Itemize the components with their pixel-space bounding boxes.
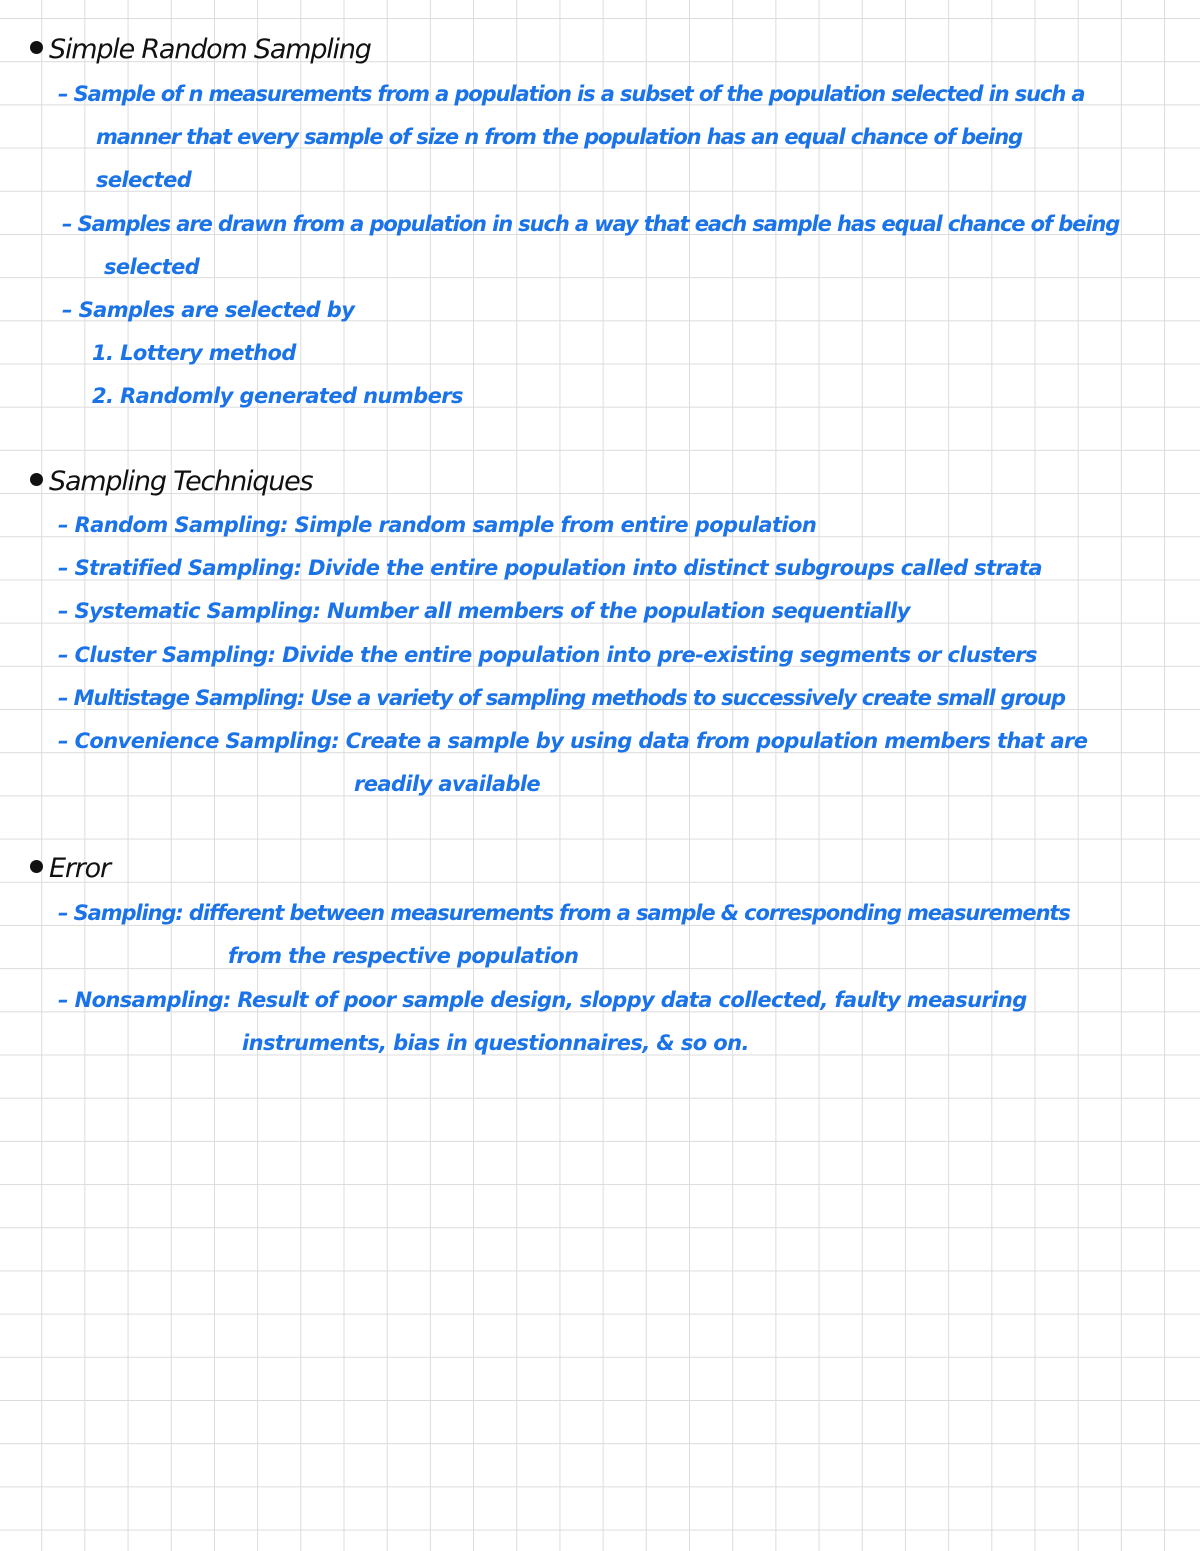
note-line: – Systematic Sampling: Number all members of the population sequentially bbox=[58, 599, 910, 623]
note-line: selected bbox=[96, 168, 192, 192]
note-line: from the respective population bbox=[228, 944, 579, 968]
note-line: – Cluster Sampling: Divide the entire population into pre-existing segments or clusters bbox=[58, 643, 1037, 667]
heading-text: Simple Random Sampling bbox=[49, 34, 371, 65]
bullet-dot-icon bbox=[30, 860, 43, 873]
note-line: 1. Lottery method bbox=[92, 341, 296, 365]
note-line: manner that every sample of size n from the population has an equal chance of being bbox=[96, 125, 1023, 149]
note-line: – Stratified Sampling: Divide the entire population into distinct subgroups called strata bbox=[58, 556, 1042, 580]
heading-text: Error bbox=[49, 853, 110, 884]
note-line: – Samples are selected by bbox=[62, 298, 355, 322]
note-line: instruments, bias in questionnaires, & so on. bbox=[242, 1031, 749, 1055]
heading-simple-random-sampling bbox=[30, 36, 371, 63]
note-line: – Sampling: different between measurements from a sample & corresponding measurements bbox=[58, 901, 1070, 925]
note-line: – Multistage Sampling: Use a variety of sampling methods to successively create small group bbox=[58, 686, 1065, 710]
bullet-dot-icon bbox=[30, 473, 43, 486]
heading-text: Sampling Techniques bbox=[49, 466, 313, 497]
heading-error bbox=[30, 855, 110, 882]
note-line: – Sample of n measurements from a population is a subset of the population selected in such a bbox=[58, 82, 1085, 106]
bullet-dot-icon bbox=[30, 41, 43, 54]
note-line: – Samples are drawn from a population in such a way that each sample has equal chance of being bbox=[62, 212, 1120, 236]
note-line: selected bbox=[104, 255, 200, 279]
note-line: readily available bbox=[354, 772, 541, 796]
note-line: – Convenience Sampling: Create a sample by using data from population members that are bbox=[58, 729, 1088, 753]
note-line: 2. Randomly generated numbers bbox=[92, 384, 463, 408]
heading-sampling-techniques bbox=[30, 468, 312, 495]
note-line: – Random Sampling: Simple random sample from entire population bbox=[58, 513, 817, 537]
note-line: – Nonsampling: Result of poor sample design, sloppy data collected, faulty measuring bbox=[58, 988, 1027, 1012]
